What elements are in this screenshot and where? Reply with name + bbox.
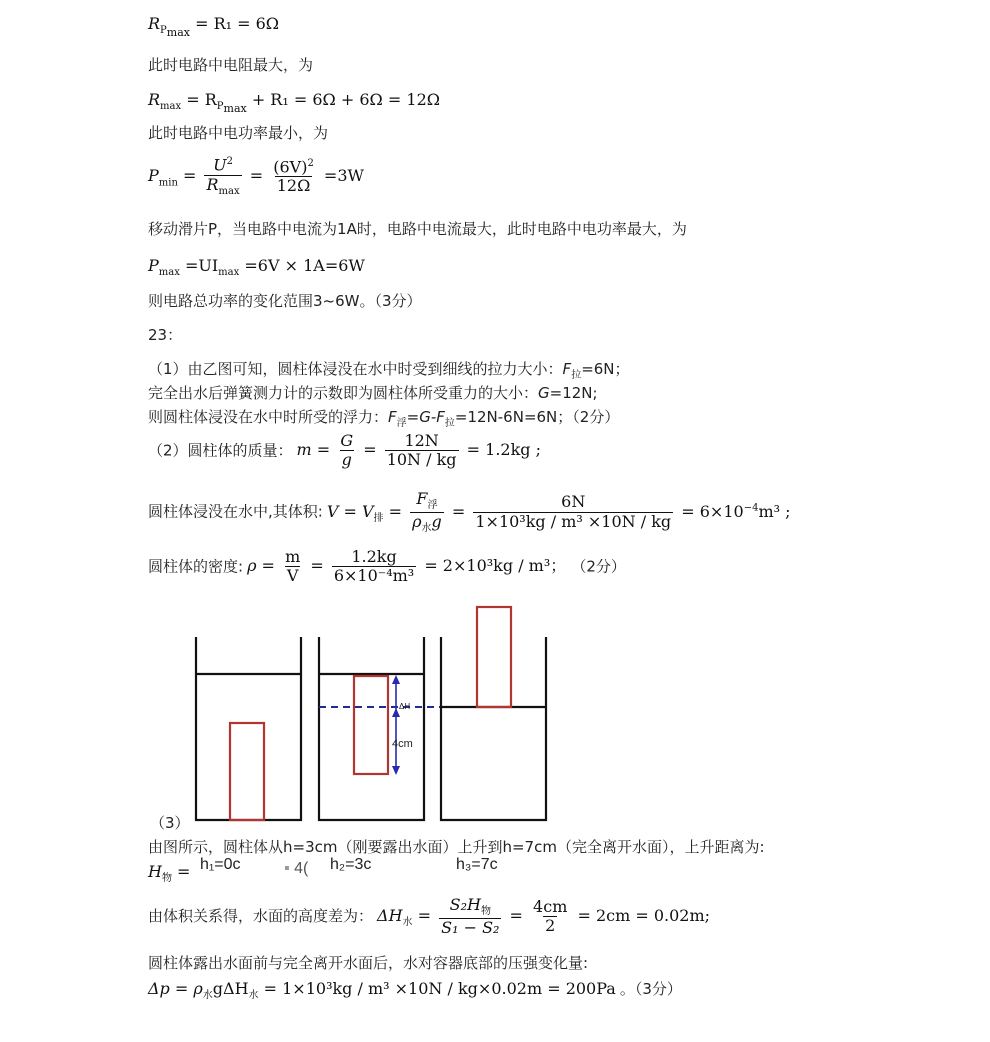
sub-max: max — [166, 26, 190, 40]
rhs: + R₁ = 6Ω + 6Ω = 12Ω — [251, 90, 441, 109]
part-3-label: （3） — [150, 814, 190, 832]
fraction-s2h-over-s1-s2: $\frac{S_2H_物}{\text{S₁ − S₂}}$ — [441, 895, 500, 937]
fraction-m-over-v: $\frac{m}{V}$ — [285, 547, 301, 586]
sub-max: max — [158, 267, 180, 279]
equals: = — [182, 166, 197, 186]
var-p: P — [148, 166, 159, 186]
text-min-power: 此时电路中电功率最小，为 — [148, 124, 329, 142]
text-slider-move: 移动滑片P，当电路中电流为1A时，电路中电流最大，此时电路中电功率最大，为 — [148, 220, 687, 238]
mid: =UI — [184, 256, 219, 275]
denominator: $R_{max}$ — [206, 174, 240, 197]
fraction-g-over-g: $\frac{G}{g}$ — [340, 431, 354, 470]
cylinder-block-2 — [354, 676, 388, 774]
arrow-head-top — [392, 675, 400, 684]
fraction-f-over-rhog: $\frac{F_浮}{\rho_水g}$ — [412, 489, 442, 534]
arrow-head-bottom — [392, 766, 400, 775]
sub-max: max — [160, 101, 182, 113]
rhs: =6V × 1A=6W — [244, 256, 365, 275]
fraction-mass-over-volume: $\frac{1.2kg}{\text{6×10⁻⁴m³}}$ — [333, 547, 415, 586]
rhs: = R₁ = 6Ω — [195, 14, 280, 33]
equation-density: 圆柱体的密度: ρ = $\frac{m}{V}$ = $\frac{1.2kg}{\text{6×10⁻⁴m³}}$ = 2×10³kg / m³； （2分） — [148, 547, 626, 586]
text-gravity: 完全出水后弹簧测力计的示数即为圆柱体所受重力的大小：G=12N; — [148, 384, 598, 402]
label-4cm: 4cm — [392, 738, 413, 750]
text-buoyancy: 则圆柱体浸没在水中时所受的浮力：$F_浮=G-F_拉=12N-6N=6N$；（2分） — [148, 408, 620, 429]
equation-water-height-diff: 由体积关系得，水面的高度差为： $\Delta H_水$ = $\frac{S_2H_物}{\text{S₁ − S₂}}$ = $\frac{4cm}{2}$ = 2cm = 0.02m; — [148, 895, 711, 937]
sub-max: max — [218, 267, 240, 279]
numerator: $(6V)^2$ — [273, 156, 314, 176]
equation-pressure-change: $\Delta p = \rho_水g\Delta H_水 = 1\times 10^3kg / m^3 \times 10N / kg\times 0.02m = 200Pa$ 。（3分） — [148, 979, 682, 1002]
numerator: $U^2$ — [213, 155, 233, 175]
sub-min: min — [158, 177, 178, 189]
text-power-range: 则电路总功率的变化范围3~6W。（3分） — [148, 292, 422, 310]
result: =3W — [323, 166, 364, 186]
container-1 — [196, 637, 301, 820]
equals: = — [249, 166, 264, 186]
fraction-6n-over-density: $\frac{6N}{\text{1×10³kg / m³ ×10N / kg}}$ — [475, 492, 672, 531]
text-pressure-change: 圆柱体露出水面前与完全离开水面后，水对容器底部的压强变化量: — [148, 954, 589, 972]
var-r: R — [148, 14, 161, 33]
overlay-h3: h₃=7c — [456, 856, 526, 880]
sub-max: max — [223, 102, 247, 116]
var-p: P — [148, 256, 159, 275]
equation-h-object: $H_物$ = — [148, 862, 191, 885]
text-rise-distance: 由图所示，圆柱体从h=3cm（刚要露出水面）上升到h=7cm（完全离开水面），上升距离为: — [148, 838, 765, 856]
container-3 — [441, 637, 546, 820]
container-2 — [319, 637, 424, 820]
fraction-12n-over-10nkg: $\frac{12N}{10N / kg}$ — [386, 431, 457, 470]
question-23-title: 23： — [148, 326, 183, 344]
text-tension-force: （1）由乙图可知，圆柱体浸没在水中时受到细线的拉力大小：$F_拉=6N$； — [148, 360, 630, 381]
fraction-4cm-over-2: $\frac{4cm}{2}$ — [533, 896, 568, 936]
denominator: 12Ω — [276, 176, 311, 196]
cylinder-block-3 — [477, 607, 511, 707]
sub-p: P — [216, 101, 224, 113]
mid: = R — [186, 90, 217, 109]
overlay-h1: h₁=0c — [200, 856, 270, 880]
label-delta-h: ΔH — [399, 702, 411, 711]
overlay-4c-fragment: ▪ 4( — [284, 860, 309, 877]
var-r: R — [148, 90, 161, 109]
overlay-h2: h₂=3c — [330, 856, 400, 880]
text-max-resistance: 此时电路中电阻最大，为 — [148, 56, 314, 74]
equation-mass: （2）圆柱体的质量： m = $\frac{G}{g}$ = $\frac{12N}{10N / kg}$ = 1.2kg ; — [148, 431, 541, 470]
equation-volume: 圆柱体浸没在水中,其体积: $V = V_排$ = $\frac{F_浮}{\rho_水g}$ = $\frac{6N}{\text{1×10³kg / m³ ×10N / kg}}$ = $6\times 10^{-4}m^3$ ; — [148, 489, 791, 534]
sub-p: P — [160, 25, 167, 37]
cylinder-block-1 — [230, 723, 264, 820]
